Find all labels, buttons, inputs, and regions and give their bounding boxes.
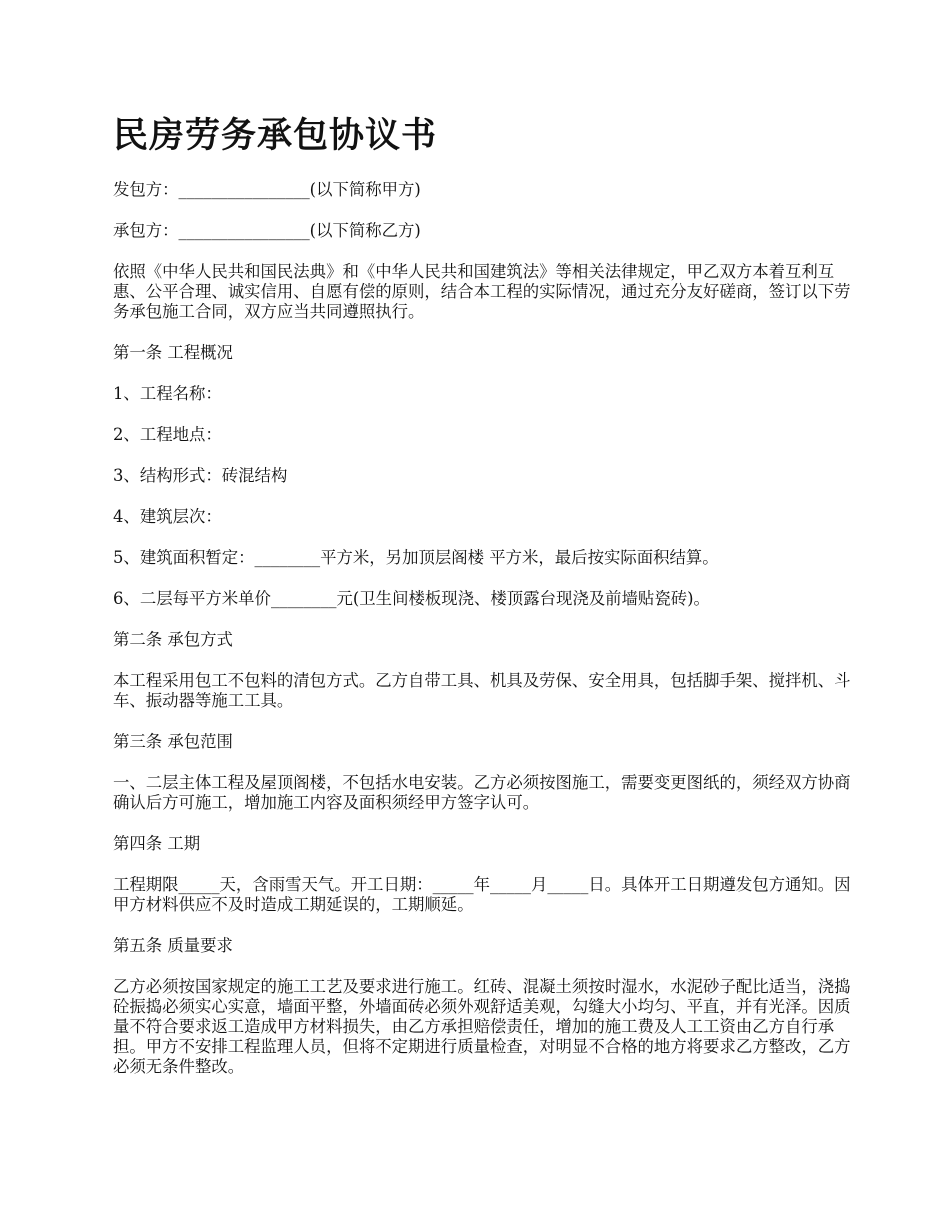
unit-price-line: 6、二层每平方米单价________元(卫生间楼板现浇、楼顶露台现浇及前墙贴瓷砖)。 bbox=[113, 589, 710, 608]
quality-paragraph: 乙方必须按国家规定的施工工艺及要求进行施工。红砖、混凝土须按时湿水，水泥砂子配比适当，浇捣砼振捣必须实心实意，墙面平整，外墙面砖必须外观舒适美观，勾缝大小均匀、平直，并有光泽。因质量不符合要求返工造成甲方材料损失，由乙方承担赔偿责任，增加的施工费及人工工资由乙方自行承担。甲方不安排工程监理人员，但将不定期进行质量检查，对明显不合格的地方将要求乙方整改，乙方必须无条件整改。 bbox=[113, 977, 851, 1076]
article-1-heading: 第一条 工程概况 bbox=[113, 343, 233, 362]
article-2-heading: 第二条 承包方式 bbox=[113, 630, 233, 649]
document-title: 民房劳务承包协议书 bbox=[113, 115, 438, 156]
article-3-heading: 第三条 承包范围 bbox=[113, 732, 233, 751]
contractor-line: 承包方：________________(以下简称乙方) bbox=[113, 221, 421, 240]
employer-line: 发包方：________________(以下简称甲方) bbox=[113, 180, 421, 199]
structure-type-line: 3、结构形式：砖混结构 bbox=[113, 466, 288, 485]
building-floors-line: 4、建筑层次： bbox=[113, 507, 222, 526]
preamble-paragraph: 依照《中华人民共和国民法典》和《中华人民共和国建筑法》等相关法律规定，甲乙双方本着互利互惠、公平合理、诚实信用、自愿有偿的原则，结合本工程的实际情况，通过充分友好磋商，签订以下劳务承包施工合同，双方应当共同遵照执行。 bbox=[113, 262, 851, 321]
article-5-heading: 第五条 质量要求 bbox=[113, 936, 233, 955]
building-area-line: 5、建筑面积暂定：________平方米，另加顶层阁楼 平方米，最后按实际面积结算。 bbox=[113, 548, 719, 567]
contract-method-paragraph: 本工程采用包工不包料的清包方式。乙方自带工具、机具及劳保、安全用具，包括脚手架、搅拌机、斗车、振动器等施工工具。 bbox=[113, 671, 851, 710]
article-4-heading: 第四条 工期 bbox=[113, 834, 201, 853]
duration-paragraph: 工程期限_____天，含雨雪天气。开工日期：_____年_____月_____日。具体开工日期遵发包方通知。因甲方材料供应不及时造成工期延误的，工期顺延。 bbox=[113, 875, 851, 914]
contract-scope-paragraph: 一、二层主体工程及屋顶阁楼，不包括水电安装。乙方必须按图施工，需要变更图纸的，须经双方协商确认后方可施工，增加施工内容及面积须经甲方签字认可。 bbox=[113, 773, 851, 812]
project-name-line: 1、工程名称： bbox=[113, 384, 222, 403]
project-location-line: 2、工程地点： bbox=[113, 425, 222, 444]
